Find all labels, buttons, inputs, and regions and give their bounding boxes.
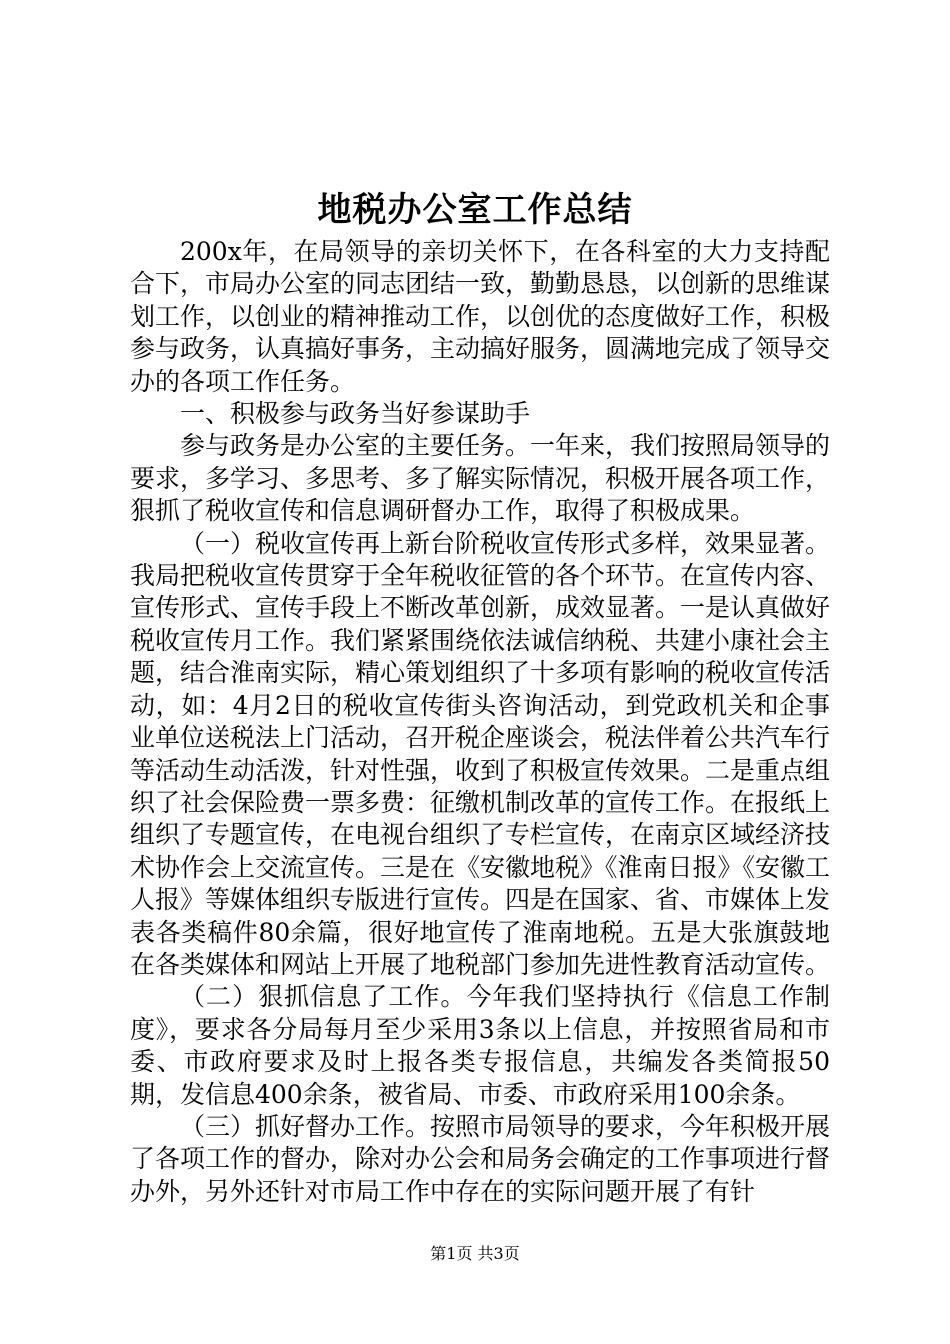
paragraph-tax-publicity: （一）税收宣传再上新台阶税收宣传形式多样，效果显著。我局把税收宣传贯穿于全年税收征管的各个环节。在宣传内容、宣传形式、宣传手段上不断改革创新，成效显著。一是认真做好税收宣传月工作。我们紧紧围绕依法诚信纳税、共建小康社会主题，结合淮南实际，精心策划组织了十多项有影响的税收宣传活动，如：4月2日的税收宣传街头咨询活动，到党政机关和企事业单位送税法上门活动，召开税企座谈会，税法伴着公共汽车行等活动生动活泼，针对性强，收到了积极宣传效果。二是重点组织了社会保险费一票多费：征缴机制改革的宣传工作。在报纸上组织了专题宣传，在电视台组织了专栏宣传，在南京区域经济技术协作会上交流宣传。三是在《安徽地税》《淮南日报》《安徽工人报》等媒体组织专版进行宣传。四是在国家、省、市媒体上发表各类稿件80余篇，很好地宣传了淮南地税。五是大张旗鼓地在各类媒体和网站上开展了地税部门参加先进性教育活动宣传。 — [130, 528, 831, 979]
paragraph-intro: 200x年，在局领导的亲切关怀下，在各科室的大力支持配合下，市局办公室的同志团结一致，勤勤恳恳，以创新的思维谋划工作，以创业的精神推动工作，以创优的态度做好工作，积极参与政务，认真搞好事务，主动搞好服务，圆满地完成了领导交办的各项工作任务。 — [130, 237, 831, 396]
document-body — [130, 236, 830, 1208]
paragraph-supervision-work: （三）抓好督办工作。按照市局领导的要求，今年积极开展了各项工作的督办，除对办公会和局务会确定的工作事项进行督办外，另外还针对市局工作中存在的实际问题开展了有针 — [130, 1111, 831, 1206]
paragraph-section-1-intro: 参与政务是办公室的主要任务。一年来，我们按照局领导的要求，多学习、多思考、多了解实际情况，积极开展各项工作，狠抓了税收宣传和信息调研督办工作，取得了积极成果。 — [130, 431, 831, 526]
document-title: 地税办公室工作总结 — [317, 190, 633, 230]
page-footer: 第1页 共3页 — [430, 1244, 520, 1263]
paragraph-information-work: （二）狠抓信息了工作。今年我们坚持执行《信息工作制度》，要求各分局每月至少采用3条以上信息，并按照省局和市委、市政府要求及时上报各类专报信息，共编发各类简报50期，发信息400余条，被省局、市委、市政府采用100余条。 — [130, 982, 830, 1109]
section-heading-1: 一、积极参与政务当好参谋助手 — [180, 399, 531, 429]
